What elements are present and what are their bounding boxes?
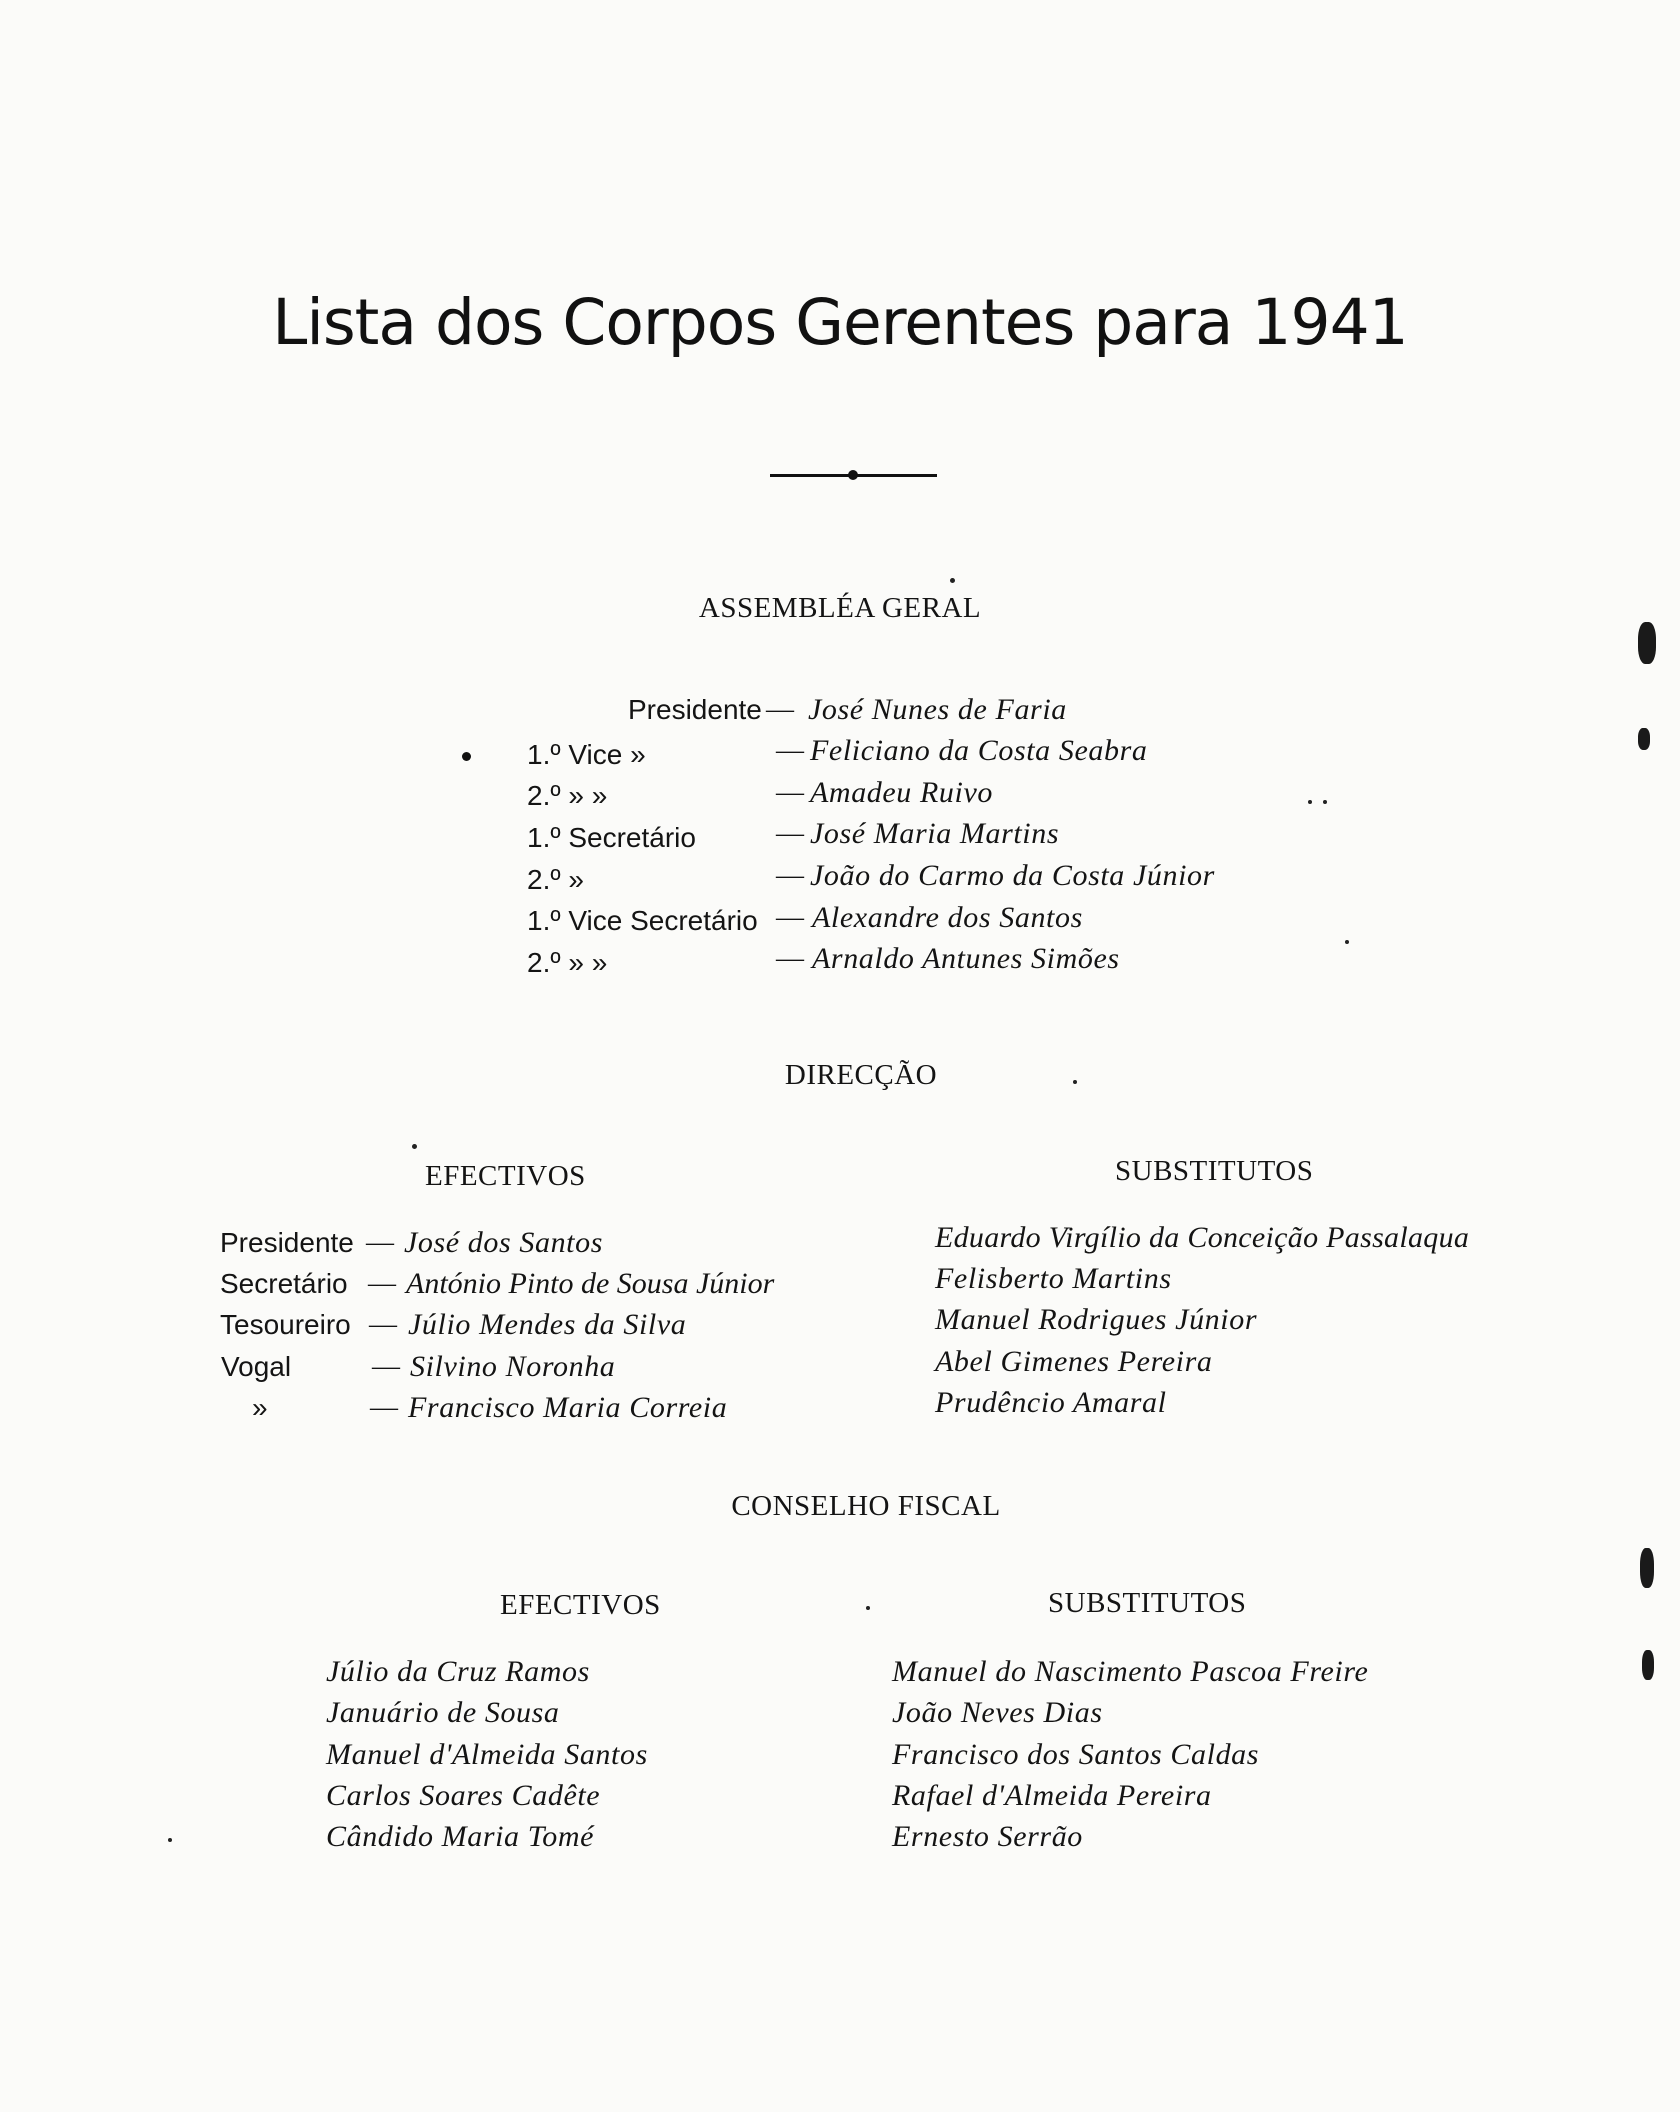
assembleia-role-vice2: 2.º » » (527, 780, 608, 811)
assembleia-dash: — (766, 694, 794, 725)
conselho-efectivos-heading: EFECTIVOS (500, 1589, 661, 1621)
dust-speck (168, 1838, 172, 1842)
conselho-substituto-1: Manuel do Nascimento Pascoa Freire (892, 1655, 1369, 1688)
direccao-dash: — (366, 1227, 394, 1258)
conselho-fiscal-heading: CONSELHO FISCAL (731, 1490, 1001, 1522)
assembleia-dash: — (776, 777, 804, 808)
assembleia-role-secretario1: 1.º Secretário (527, 822, 696, 853)
bullet-mark (462, 752, 471, 761)
dust-speck (1345, 940, 1349, 944)
direccao-name-secretario: António Pinto de Sousa Júnior (406, 1267, 775, 1300)
direccao-dash: — (370, 1392, 398, 1423)
direccao-name-vogal2: Francisco Maria Correia (408, 1391, 728, 1424)
assembleia-dash: — (776, 818, 804, 849)
conselho-efectivo-5: Cândido Maria Tomé (326, 1820, 595, 1853)
assembleia-role-presidente: Presidente (628, 694, 762, 725)
conselho-substituto-5: Ernesto Serrão (892, 1820, 1083, 1853)
direccao-name-presidente: José dos Santos (404, 1226, 603, 1259)
direccao-dash: — (369, 1309, 397, 1340)
dust-speck (1308, 800, 1312, 804)
assembleia-heading: ASSEMBLÉA GERAL (698, 592, 982, 624)
direccao-substituto-3: Manuel Rodrigues Júnior (935, 1303, 1258, 1336)
assembleia-name-secretario2: João do Carmo da Costa Júnior (810, 859, 1215, 892)
dust-speck (866, 1606, 870, 1610)
scan-ink-mark (1638, 728, 1650, 750)
direccao-name-tesoureiro: Júlio Mendes da Silva (408, 1308, 687, 1341)
conselho-substituto-2: João Neves Dias (892, 1696, 1103, 1729)
direccao-role-vogal2: » (252, 1392, 268, 1423)
assembleia-role-vice-secretario1: 1.º Vice Secretário (527, 905, 758, 936)
conselho-substituto-3: Francisco dos Santos Caldas (892, 1738, 1260, 1771)
scan-ink-mark (1638, 622, 1656, 664)
direccao-substituto-4: Abel Gimenes Pereira (935, 1345, 1213, 1378)
dust-speck (412, 1144, 417, 1149)
title-divider-ornament (848, 470, 858, 480)
direccao-dash: — (368, 1268, 396, 1299)
direccao-efectivos-heading: EFECTIVOS (425, 1160, 586, 1192)
direccao-substituto-5: Prudêncio Amaral (935, 1386, 1167, 1419)
direccao-heading: DIRECÇÃO (784, 1059, 938, 1091)
scan-ink-mark (1642, 1650, 1654, 1680)
conselho-substitutos-heading: SUBSTITUTOS (1048, 1587, 1247, 1619)
assembleia-role-vice1: 1.º Vice » (527, 739, 646, 770)
assembleia-dash: — (776, 735, 804, 766)
assembleia-name-vice2: Amadeu Ruivo (810, 776, 993, 809)
assembleia-name-vice-secretario2: Arnaldo Antunes Simões (812, 942, 1120, 975)
conselho-efectivo-2: Januário de Sousa (326, 1696, 560, 1729)
direccao-role-presidente: Presidente (220, 1227, 354, 1258)
direccao-substitutos-heading: SUBSTITUTOS (1115, 1155, 1314, 1187)
direccao-role-vogal: Vogal (221, 1351, 292, 1382)
assembleia-name-vice-secretario1: Alexandre dos Santos (812, 901, 1083, 934)
conselho-efectivo-1: Júlio da Cruz Ramos (326, 1655, 590, 1688)
conselho-efectivo-3: Manuel d'Almeida Santos (326, 1738, 648, 1771)
conselho-substituto-4: Rafael d'Almeida Pereira (892, 1779, 1212, 1812)
direccao-substituto-1: Eduardo Virgílio da Conceição Passalaqua (935, 1221, 1470, 1254)
dust-speck (1323, 800, 1327, 804)
direccao-role-secretario: Secretário (220, 1268, 348, 1299)
dust-speck (1073, 1080, 1077, 1084)
assembleia-dash: — (776, 943, 804, 974)
conselho-efectivo-4: Carlos Soares Cadête (326, 1779, 601, 1812)
direccao-name-vogal1: Silvino Noronha (410, 1350, 616, 1383)
direccao-substituto-2: Felisberto Martins (935, 1262, 1172, 1295)
direccao-role-tesoureiro: Tesoureiro (220, 1309, 351, 1340)
assembleia-name-secretario1: José Maria Martins (810, 817, 1060, 850)
assembleia-dash: — (776, 902, 804, 933)
assembleia-role-secretario2: 2.º » (527, 864, 584, 895)
assembleia-name-presidente: José Nunes de Faria (808, 693, 1067, 726)
assembleia-dash: — (776, 860, 804, 891)
page-title: Lista dos Corpos Gerentes para 1941 (272, 286, 1408, 359)
assembleia-role-vice-secretario2: 2.º » » (527, 947, 608, 978)
assembleia-name-vice1: Feliciano da Costa Seabra (810, 734, 1148, 767)
direccao-dash: — (372, 1351, 400, 1382)
dust-speck (950, 578, 955, 583)
scan-ink-mark (1640, 1548, 1654, 1588)
